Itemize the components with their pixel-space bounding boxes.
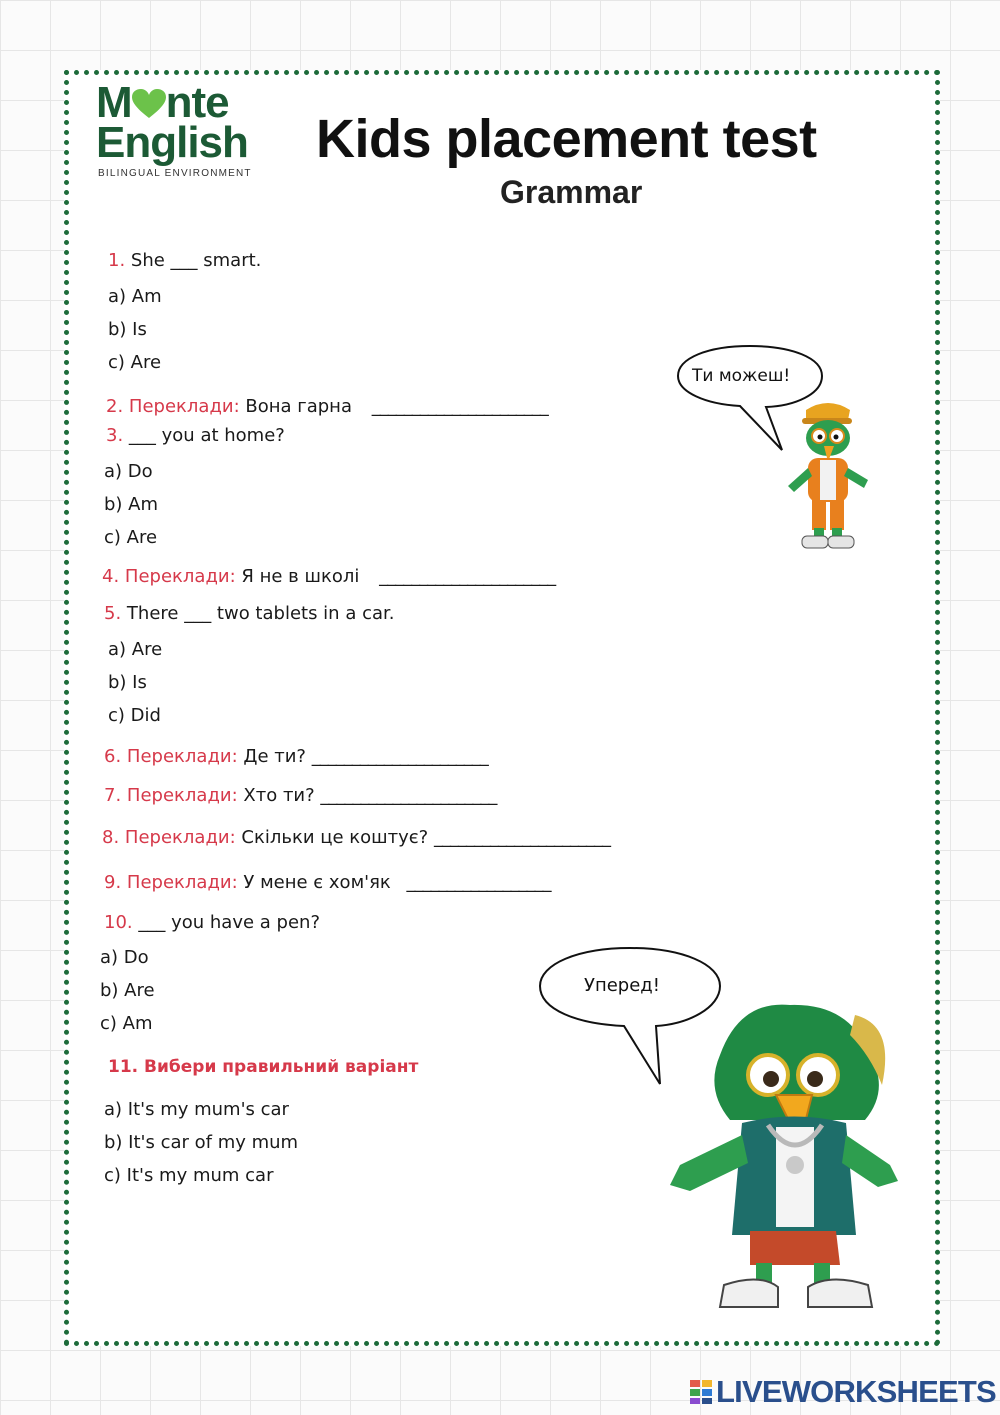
q5-option-c[interactable]: c) Did [108,705,161,726]
q1-option-b[interactable]: b) Is [108,319,147,340]
question-3 [106,425,285,446]
translate-label: Переклади: [124,827,236,848]
answer-blank[interactable]: ______________________ [320,785,497,806]
question-text: She ___ smart. [130,250,262,271]
question-10 [104,912,320,933]
logo-tagline: BILINGUAL ENVIRONMENT [98,168,252,179]
question-text: Вона гарна [245,396,352,417]
answer-blank[interactable]: ______________________ [433,827,610,848]
question-4 [102,566,555,587]
translate-label: Переклади: [126,746,238,767]
q11-option-c[interactable]: c) It's my mum car [104,1165,274,1186]
q10-option-a[interactable]: a) Do [100,947,149,968]
q3-option-b[interactable]: b) Am [104,494,159,515]
q1-option-c[interactable]: c) Are [108,352,162,373]
translate-label: Переклади: [126,785,238,806]
q5-option-a[interactable]: a) Are [108,639,163,660]
question-number: 9. [104,872,122,893]
logo-line2: English [96,118,248,167]
question-text: Хто ти? [243,785,315,806]
question-number: 8. [102,827,120,848]
question-number: 5. [104,603,122,624]
question-1 [108,250,261,271]
answer-blank[interactable]: ______________________ [379,566,556,587]
question-9 [104,872,551,893]
q3-option-a[interactable]: a) Do [104,461,153,482]
bubble-text-bottom: Уперед! [584,975,660,996]
question-7 [104,785,496,806]
question-text: There ___ two tablets in a car. [126,603,395,624]
question-8 [102,827,610,848]
question-text: ___ you at home? [128,425,285,446]
q10-option-b[interactable]: b) Are [100,980,155,1001]
liveworksheets-brand: LIVEWORKSHEETS [716,1374,996,1409]
page-title: Kids placement test [316,109,817,169]
question-text: Я не в школі [241,566,360,587]
question-text: У мене є хом'як [243,872,391,893]
question-text: Де ти? [243,746,306,767]
bubble-text-top: Ти можеш! [692,366,791,386]
question-number: 1. [108,250,126,271]
parrot-large-illustration [650,995,930,1325]
liveworksheets-logo-icon [690,1380,712,1404]
question-11-label: 11. Вибери правильний варіант [108,1057,419,1077]
q5-option-b[interactable]: b) Is [108,672,147,693]
question-6 [104,746,488,767]
q10-option-c[interactable]: c) Am [100,1013,153,1034]
question-number: 2. [106,396,124,417]
question-number: 7. [104,785,122,806]
question-2 [106,396,548,417]
question-number: 3. [106,425,124,446]
translate-label: Переклади: [126,872,238,893]
page-subtitle: Grammar [500,174,643,210]
answer-blank[interactable]: ______________________ [311,746,488,767]
answer-blank[interactable]: __________________ [406,872,551,893]
logo-line1-rest: nte [165,78,229,127]
question-number: 10. [104,912,133,933]
question-text: Скільки це коштує? [241,827,429,848]
question-5 [104,603,394,624]
translate-label: Переклади: [124,566,236,587]
question-text: ___ you have a pen? [138,912,320,933]
question-number: 4. [102,566,120,587]
q11-option-b[interactable]: b) It's car of my mum [104,1132,299,1153]
monte-english-logo [96,78,276,179]
q11-option-a[interactable]: a) It's my mum's car [104,1099,289,1120]
translate-label: Переклади: [128,396,240,417]
q3-option-c[interactable]: c) Are [104,527,158,548]
question-number: 6. [104,746,122,767]
logo-letter-m: M [96,78,132,127]
parrot-small-illustration [776,396,876,554]
q1-option-a[interactable]: a) Am [108,286,162,307]
answer-blank[interactable]: ______________________ [371,396,548,417]
